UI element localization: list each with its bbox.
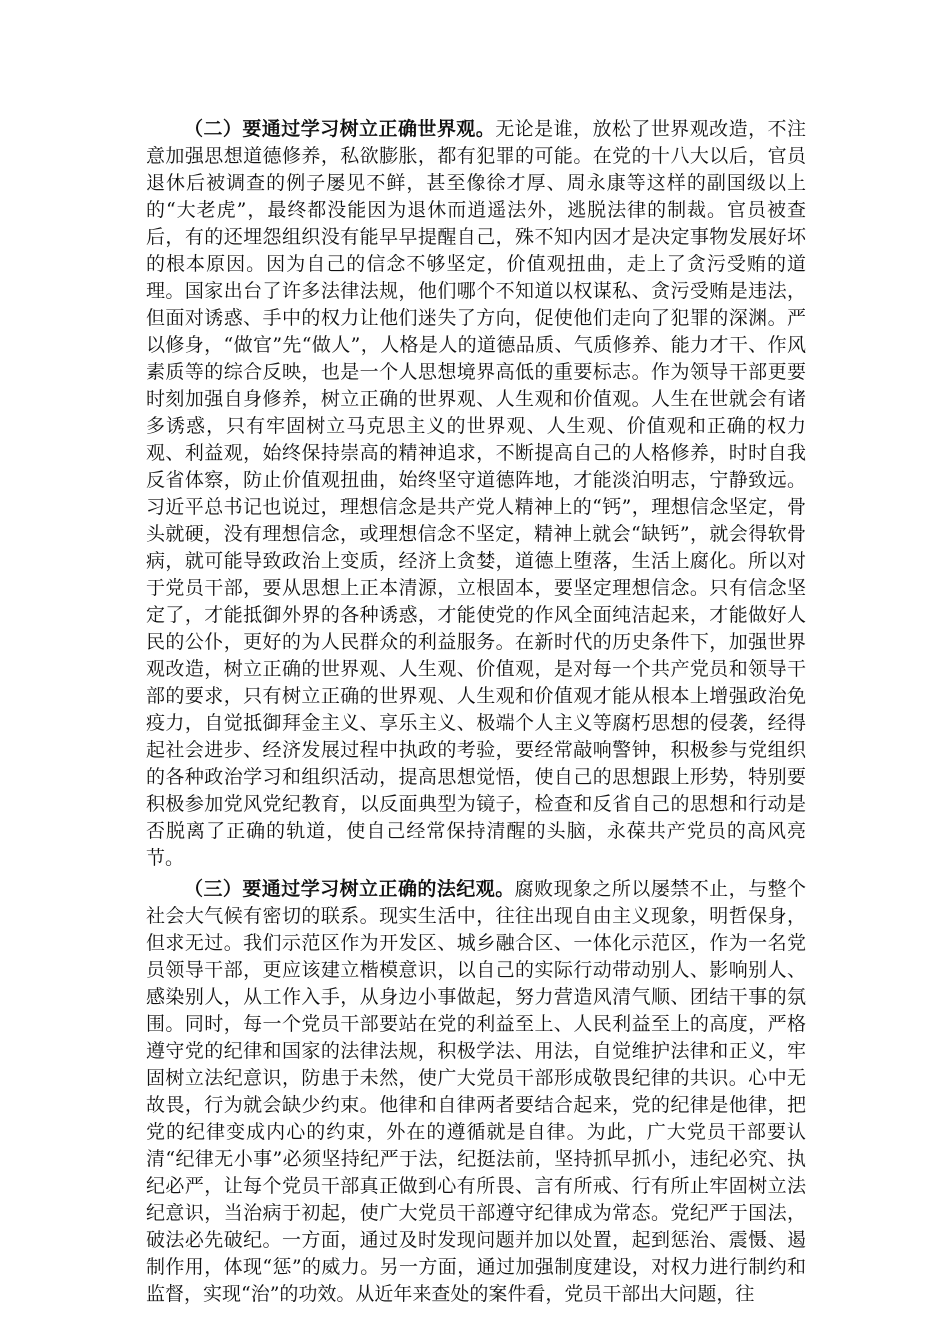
paragraph-heading: （二）要通过学习树立正确世界观。 bbox=[184, 118, 496, 140]
paragraph-body: 腐败现象之所以屡禁不止，与整个社会大气候有密切的联系。现实生活中，往往出现自由主义现象，明哲保身，但求无过。我们示范区作为开发区、城乡融合区、一体化示范区，作为一名党员领导干部，更应该建立楷模意识，以自己的实际行动带动别人、影响别人、感染别人，从工作入手，从身边小事做起，努力营造风清气顺、团结干事的氛围。同时，每一个党员干部要站在党的利益至上、人民利益至上的高度，严格遵守党的纪律和国家的法律法规，积极学法、用法，自觉维护法律和正义，牢固树立法纪意识，防患于未然，使广大党员干部形成敬畏纪律的共识。心中无故畏，行为就会缺少约束。他律和自律两者要结合起来，党的纪律是他律，把党的纪律变成内心的约束，外在的遵循就是自律。为此，广大党员干部要认清“纪律无小事”必须坚持纪严于法，纪挺法前，坚持抓早抓小，违纪必究、执纪必严，让每个党员干部真正做到心有所畏、言有所戒、行有所止牢固树立法纪意识，当治病于初起，使广大党员干部遵守纪律成为常态。党纪严于国法，破法必先破纪。一方面，通过及时发现问题并加以处置，起到惩治、震慑、遏制作用，体现“惩”的威力。另一方面，通过加强制度建设，对权力进行制约和监督，实现“治”的功效。从近年来查处的案件看，党员干部出大问题，往 bbox=[146, 878, 806, 1305]
document-page bbox=[146, 116, 806, 1312]
paragraph-body: 无论是谁，放松了世界观改造，不注意加强思想道德修养，私欲膨胀，都有犯罪的可能。在党的十八大以后，官员退休后被调查的例子屡见不鲜，甚至像徐才厚、周永康等这样的副国级以上的“大老虎”，最终都没能因为退休而逍遥法外，逃脱法律的制裁。官员被查后，有的还埋怨组织没有能早早提醒自己，殊不知内因才是决定事物发展好坏的根本原因。因为自己的信念不够坚定，价值观扭曲，走上了贪污受贿的道理。国家出台了许多法律法规，他们哪个不知道以权谋私、贪污受贿是违法，但面对诱惑、手中的权力让他们迷失了方向，促使他们走向了犯罪的深渊。严以修身，“做官”先“做人”，人格是人的道德品质、气质修养、能力才干、作风素质等的综合反映，也是一个人思想境界高低的重要标志。作为领导干部更要时刻加强自身修养，树立正确的世界观、人生观和价值观。人生在世就会有诸多诱惑，只有牢固树立马克思主义的世界观、人生观、价值观和正确的权力观、利益观，始终保持崇高的精神追求，不断提高自己的人格修养，时时自我反省体察，防止价值观扭曲，始终坚守道德阵地，才能淡泊明志，宁静致远。习近平总书记也说过，理想信念是共产党人精神上的“钙”，理想信念坚定，骨头就硬，没有理想信念，或理想信念不坚定，精神上就会“缺钙”，就会得软骨病，就可能导致政治上变质，经济上贪婪，道德上堕落，生活上腐化。所以对于党员干部，要从思想上正本清源，立根固本，要坚定理想信念。只有信念坚定了，才能抵御外界的各种诱惑，才能使党的作风全面纯洁起来，才能做好人民的公仆，更好的为人民群众的利益服务。在新时代的历史条件下，加强世界观改造，树立正确的世界观、人生观、价值观，是对每一个共产党员和领导干部的要求，只有树立正确的世界观、人生观和价值观才能从根本上增强政治免疫力，自觉抵御拜金主义、享乐主义、极端个人主义等腐朽思想的侵袭，经得起社会进步、经济发展过程中执政的考验，要经常敲响警钟，积极参与党组织的各种政治学习和组织活动，提高思想觉悟，使自己的思想跟上形势，特别要积极参加党风党纪教育，以反面典型为镜子，检查和反省自己的思想和行动是否脱离了正确的轨道，使自己经常保持清醒的头脑，永葆共产党员的高风亮节。 bbox=[146, 118, 806, 869]
paragraph-law-discipline bbox=[146, 876, 806, 1308]
paragraph-worldview bbox=[146, 116, 806, 872]
paragraph-heading: （三）要通过学习树立正确的法纪观。 bbox=[184, 878, 515, 900]
